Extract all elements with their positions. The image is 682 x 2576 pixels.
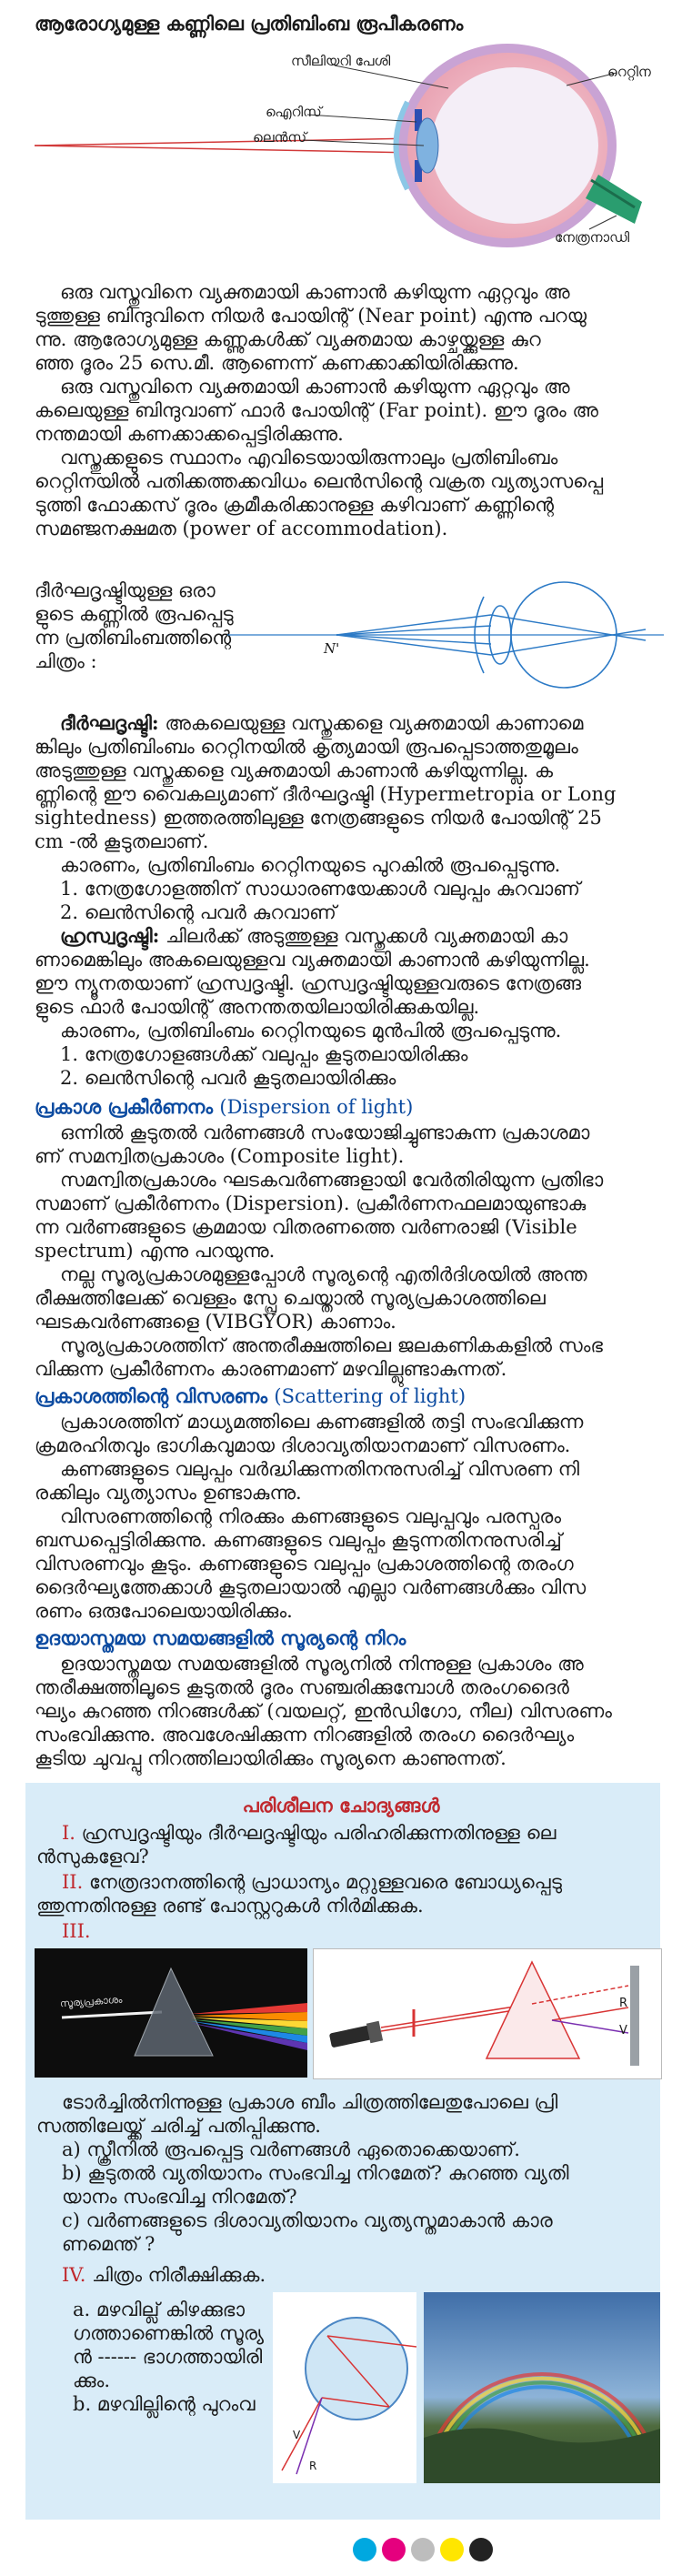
torch-prism-diagram [313,1948,662,2079]
retina-label: റെറ്റിന [607,64,651,80]
question-4-items: a. മഴവില്ല് കിഴക്കുഭാ ഗത്താണെങ്കിൽ സൂര്യ ൻ ------ ഭാഗത്തായിരി ക്കും. b. മഴവില്ലിന്റെ പുറംവ [73,2299,264,2415]
question-4: IV. ചിത്രം നിരീക്ഷിക്കുക. [62,2264,266,2286]
dispersion-heading: പ്രകാശ പ്രകീർണനം (Dispersion of light) [35,1095,414,1118]
hypermetropia-diagram [227,575,664,695]
drop-violet-label: V [293,2429,301,2441]
near-point-label: N' [324,640,340,657]
dispersion-text: ഒന്നിൽ കൂടുതൽ വർണങ്ങൾ സംയോജിച്ചുണ്ടാകുന്ന പ്രകാശമാ ണ് സമന്വിതപ്രകാശം (Composite light). സമന്വിതപ്രകാശം ഘടകവർണങ്ങളായി വേർതിരിയുന്ന പ്രതിഭാ സമാണ് പ്രകീർണനം (Dispersion). പ്രകീർണനഫലമായുണ്ടാകു ന്ന വർണങ്ങളുടെ ക്രമമായ വിതരണത്തെ വർണരാജി (Visible spectrum) എന്നു പറയുന്നു. നല്ല സൂര്യപ്രകാശമുള്ളപ്പോൾ സൂര്യന്റെ എതിർദിശയിൽ അന്ത രീക്ഷത്തിലേക്ക് വെള്ളം സ്പ്രേ ചെയ്താൽ സൂര്യപ്രകാശത്തിലെ ഘടകവർണങ്ങളെ (VIBGYOR) കാണാം. സൂര്യപ്രകാശത്തിന് അന്തരീക്ഷത്തിലെ ജലകണികകളിൽ സംഭ വിക്കുന്ന പ്രകീർണനം കാരണമാണ് മഴവില്ലുണ്ടാകുന്നത്. [35,1122,604,1380]
registration-marks [353,2538,498,2565]
optic-nerve-label: നേത്രനാഡി [555,229,630,246]
myopia-text: ഹ്രസ്വദൃഷ്ടി: ചിലർക്ക് അടുത്തുള്ള വസ്തുക്കൾ വ്യക്തമായി കാ ണാമെങ്കിലും അകലെയുള്ളവ വ്യക്തമായി കാണാൻ കഴിയുന്നില്ല. ഈ ന്യൂനതയാണ് ഹ്രസ്വദൃഷ്ടി. ഹ്രസ്വദൃഷ്ടിയുള്ളവരുടെ നേത്രങ്ങ ളുടെ ഫാർ പോയിന്റ് അനന്തതയിലായിരിക്കുകയില്ല. കാരണം, പ്രതിബിംബം റെറ്റിനയുടെ മുൻപിൽ രൂപപ്പെടുന്നു. 1. നേത്രഗോളങ്ങൾക്ക് വലുപ്പം കൂടുതലായിരിക്കും 2. ലെൻസിന്റെ പവർ കൂടുതലായിരിക്കും [35,924,590,1089]
prism-photo [35,1948,307,2078]
hypermetropia-text: ദീർഘദൃഷ്ടി: അകലെയുള്ള വസ്തുക്കളെ വ്യക്തമായി കാണാമെ ങ്കിലും പ്രതിബിംബം റെറ്റിനയിൽ കൃത്യമായി രൂപപ്പെടാത്തതുമൂലം അടുത്തുള്ള വസ്തുക്കളെ വ്യക്തമായി കാണാൻ കഴിയുന്നില്ല. ക ണ്ണിന്റെ ഈ വൈകല്യമാണ് ദീർഘദൃഷ്ടി (Hypermetropia or Long sightedness) ഇത്തരത്തിലുള്ള നേത്രങ്ങളുടെ നിയർ പോയിന്റ് 25 cm -ൽ കൂടുതലാണ്. കാരണം, പ്രതിബിംബം റെറ്റിനയുടെ പുറകിൽ രൂപപ്പെടുന്നു. 1. നേത്രഗോളത്തിന് സാധാരണയേക്കാൾ വലുപ്പം കുറവാണ് 2. ലെൻസിന്റെ പവർ കുറവാണ് [35,711,617,923]
eye-diagram [35,38,671,257]
near-far-point-text: ഒരു വസ്തുവിനെ വ്യക്തമായി കാണാൻ കഴിയുന്ന ഏറ്റവും അ ടുത്തുള്ള ബിന്ദുവിനെ നിയർ പോയിന്റ് (Near point) എന്നു പറയു ന്നു. ആരോഗ്യമുള്ള കണ്ണുകൾക്ക് വ്യക്തമായ കാഴ്ചയ്ക്കുള്ള കുറ ഞ്ഞ ദൂരം 25 സെ.മീ. ആണെന്ന് കണക്കാക്കിയിരിക്കുന്നു. ഒരു വസ്തുവിനെ വ്യക്തമായി കാണാൻ കഴിയുന്ന ഏറ്റവും അ കലെയുള്ള ബിന്ദുവാണ് ഫാർ പോയിന്റ് (Far point). ഈ ദൂരം അ നന്തമായി കണക്കാക്കപ്പെട്ടിരിക്കുന്നു. വസ്തുക്കളുടെ സ്ഥാനം എവിടെയായിരുന്നാലും പ്രതിബിംബം റെറ്റിനയിൽ പതിക്കത്തക്കവിധം ലെൻസിന്റെ വക്രത വ്യത്യാസപ്പെ ടുത്തി ഫോക്കസ് ദൂരം ക്രമീകരിക്കാനുള്ള കഴിവാണ് കണ്ണിന്റെ സമഞ്ജനക്ഷമത (power of accommodation). [35,281,604,539]
sunlight-ray-label: സൂര്യപ്രകാശം [59,1993,123,2010]
page-title: ആരോഗ്യമുള്ള കണ്ണിലെ പ്രതിബിംബ രൂപീകരണം [35,13,464,35]
sunset-text: ഉദയാസ്തമയ സമയങ്ങളിൽ സൂര്യനിൽ നിന്നുള്ള പ്രകാശം അ ന്തരീക്ഷത്തിലൂടെ കൂടുതൽ ദൂരം സഞ്ചരിക്കുമ്പോൾ തരംഗദൈർ ഘ്യം കുറഞ്ഞ നിറങ്ങൾക്ക് (വയലറ്റ്, ഇൻഡിഗോ, നീല) വിസരണം സംഭവിക്കുന്നു. അവശേഷിക്കുന്ന നിറങ്ങളിൽ തരംഗ ദൈർഘ്യം കൂടിയ ചുവപ്പു നിറത്തിലായിരിക്കും സൂര്യനെ കാണുന്നത്. [35,1653,612,1769]
myopia-term: ഹ്രസ്വദൃഷ്ടി: [60,924,160,947]
question-2: II. നേത്രദാനത്തിന്റെ പ്രാധാന്യം മറ്റുള്ളവരെ ബോധ്യപ്പെടു ത്തുന്നതിനുള്ള രണ്ട് പോസ്റ്ററുകൾ നിർമിക്കുക. [36,1871,562,1917]
question-3-number: III. [62,1920,91,1942]
black-mark [469,2538,493,2561]
sunset-heading: ഉദയാസ്തമയ സമയങ്ങളിൽ സൂര്യന്റെ നിറം [35,1627,406,1649]
magenta-mark [382,2538,406,2561]
screen-violet-label: V [619,2024,627,2038]
scattering-heading: പ്രകാശത്തിന്റെ വിസരണം (Scattering of light) [35,1384,466,1407]
rainbow-photo [424,2292,660,2483]
question-3-text: ടോർച്ചിൽനിന്നുള്ള പ്രകാശ ബീം ചിത്രത്തിലേതുപോലെ പ്രി സത്തിലേയ്ക്ക് ചരിച്ച് പതിപ്പിക്കുന്നു. a) സ്ക്രീനിൽ രൂപപ്പെട്ട വർണങ്ങൾ ഏതൊക്കെയാണ്. b) കൂടുതൽ വ്യതിയാനം സംഭവിച്ച നിറമേത്? കുറഞ്ഞ വ്യതി യാനം സംഭവിച്ച നിറമേത്? c) വർണങ്ങളുടെ ദിശാവ്യതിയാനം വ്യത്യസ്തമാകാൻ കാര ണമെന്ത് ? [36,2091,569,2255]
yellow-mark [440,2538,464,2561]
grey-mark [411,2538,435,2561]
screen-red-label: R [619,1997,628,2010]
hypermetropia-term: ദീർഘദൃഷ്ടി: [60,711,159,734]
cyan-mark [353,2538,376,2561]
ciliary-muscle-label: സീലിയറി പേശി [291,53,391,69]
exercise-heading: പരിശീലന ചോദ്യങ്ങൾ [242,1795,440,1816]
drop-red-label: R [309,2460,317,2472]
scattering-text: പ്രകാശത്തിന് മാധ്യമത്തിലെ കണങ്ങളിൽ തട്ടി സംഭവിക്കുന്ന ക്രമരഹിതവും ഭാഗികവുമായ ദിശാവ്യതിയാനമാണ് വിസരണം. കണങ്ങളുടെ വലുപ്പം വർദ്ധിക്കുന്നതിനനുസരിച്ച് വിസരണ നി രക്കിലും വ്യത്യാസം ഉണ്ടാകുന്നു. വിസരണത്തിന്റെ നിരക്കും കണങ്ങളുടെ വലുപ്പവും പരസ്പരം ബന്ധപ്പെട്ടിരിക്കുന്നു. കണങ്ങളുടെ വലുപ്പം കൂടുന്നതിനനുസരിച്ച് വിസരണവും കൂടും. കണങ്ങളുടെ വലുപ്പം പ്രകാശത്തിന്റെ തരംഗ ദൈർഘ്യത്തേക്കാൾ കൂടുതലായാൽ എല്ലാ വർണങ്ങൾക്കും വിസ രണം ഒരുപോലെയായിരിക്കും. [35,1411,587,1622]
lens-label: ലെൻസ് [253,129,307,146]
question-1: I. ഹ്രസ്വദൃഷ്ടിയും ദീർഘദൃഷ്ടിയും പരിഹരിക്കുന്നതിനുള്ള ലെ ൻസുകളേവ? [36,1822,557,1867]
raindrop-diagram [273,2292,416,2483]
hypermetropia-caption: ദീർഘദൃഷ്ടിയുള്ള ഒരാ ളുടെ കണ്ണിൽ രൂപപ്പെടു ന്ന പ്രതിബിംബത്തിന്റെ ചിത്രം : [35,579,234,672]
iris-label: ഐറിസ് [266,104,322,120]
